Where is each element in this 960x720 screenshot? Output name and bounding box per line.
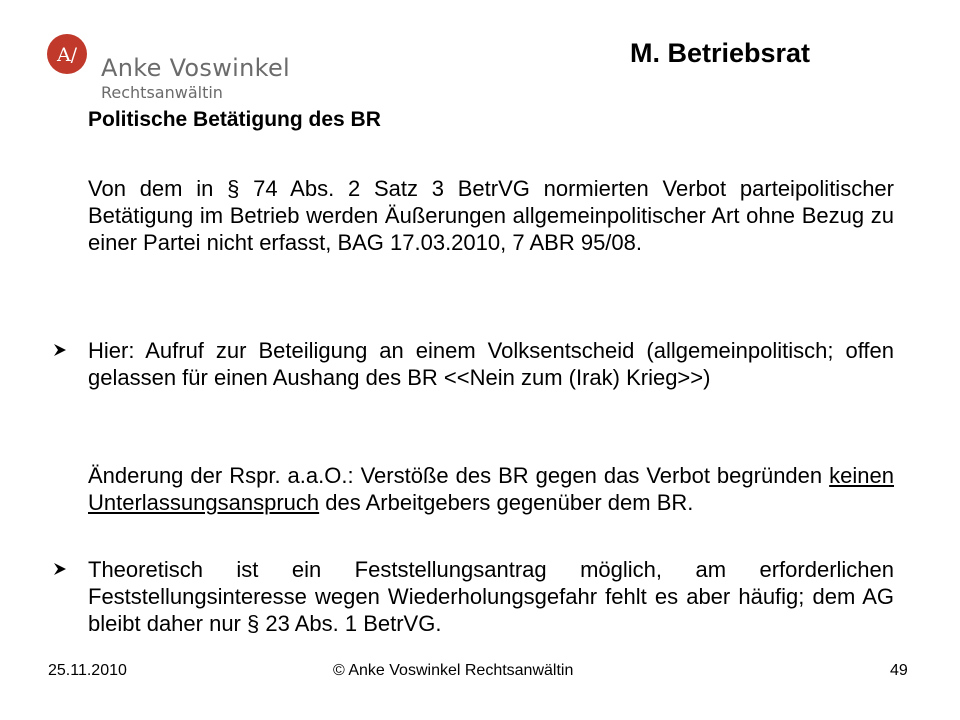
bullet-item-feststellungsantrag: Theoretisch ist ein Feststellungsantrag möglich, am erforderlichen Feststellungsinteresse wegen Wiederholungsgefahr fehlt es aber häufig; dem AG bleibt daher nur § 23 Abs. 1 BetrVG.	[88, 557, 894, 636]
arrow-bullet-icon	[52, 342, 68, 358]
logo-name: Anke Voswinkel	[101, 54, 290, 82]
footer-page-number: 49	[890, 662, 908, 679]
footer-date: 25.11.2010	[48, 662, 127, 679]
paragraph-rspr-change-text-end: des Arbeitgebers gegenüber dem BR.	[319, 490, 694, 515]
logo-mark-icon	[47, 34, 87, 74]
logo-subtitle: Rechtsanwältin	[101, 83, 223, 102]
paragraph-rspr-change	[88, 462, 894, 516]
footer-copyright: © Anke Voswinkel Rechtsanwältin	[333, 662, 574, 679]
underlined-term: keinen Unterlassungsanspruch	[88, 463, 894, 515]
paragraph-rspr-change-text: Änderung der Rspr. a.a.O.: Verstöße des BR gegen das Verbot begründen	[88, 463, 830, 488]
logo-mark-text: A/	[56, 44, 78, 66]
logo	[47, 30, 297, 100]
paragraph-bag-ruling: Von dem in § 74 Abs. 2 Satz 3 BetrVG normierten Verbot parteipolitischer Betätigung im Betrieb werden Äußerungen allgemeinpolitischer Art ohne Bezug zu einer Partei nicht erfasst, BAG 17.03.2010, 7 ABR 95/08.	[88, 176, 894, 255]
arrow-bullet-icon	[52, 561, 68, 577]
bullet-item-volksentscheid: Hier: Aufruf zur Beteiligung an einem Volksentscheid (allgemeinpolitisch; offen gelassen für einen Aushang des BR <<Nein zum (Irak) Krieg>>)	[88, 338, 894, 390]
slide-subheading: Politische Betätigung des BR	[88, 108, 381, 131]
slide-title: M. Betriebsrat	[630, 38, 811, 68]
